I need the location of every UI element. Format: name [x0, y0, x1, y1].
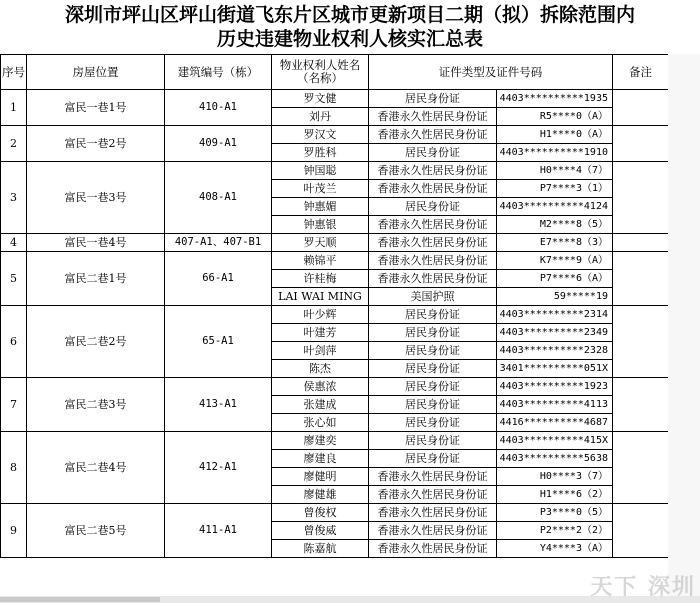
cell-note [613, 432, 669, 504]
cell-owner-name: 陈嘉航 [272, 540, 369, 558]
cell-id-number: H1****0（A） [497, 126, 613, 144]
cell-id-number: K7****9（A） [497, 252, 613, 270]
cell-location: 富民二巷4号 [27, 432, 165, 504]
table-header-row [1, 55, 669, 90]
cell-id-type: 居民身份证 [369, 198, 497, 216]
cell-building: 410-A1 [165, 90, 272, 126]
cell-id-type: 居民身份证 [369, 396, 497, 414]
header-note: 备注 [613, 55, 669, 90]
cell-building: 407-A1、407-B1 [165, 234, 272, 252]
document-title-line-1: 深圳市坪山区坪山街道飞东片区城市更新项目二期（拟）拆除范围内 [64, 4, 635, 26]
cell-id-type: 香港永久性居民身份证 [369, 468, 497, 486]
cell-id-number: E7****8（3） [497, 234, 613, 252]
table-row [1, 162, 669, 180]
cell-id-type: 居民身份证 [369, 414, 497, 432]
cell-id-type: 香港永久性居民身份证 [369, 486, 497, 504]
cell-owner-name: 叶茂兰 [272, 180, 369, 198]
cell-id-number: 4403**********415X [497, 432, 613, 450]
cell-location: 富民一巷4号 [27, 234, 165, 252]
cell-seq: 5 [1, 252, 27, 306]
table-row [1, 504, 669, 522]
document-title-line-2: 历史违建物业权利人核实汇总表 [216, 28, 483, 50]
cell-id-number: 4403**********1935 [497, 90, 613, 108]
cell-owner-name: 张建成 [272, 396, 369, 414]
cell-id-number: 59*****19 [497, 288, 613, 306]
cell-id-type: 香港永久性居民身份证 [369, 180, 497, 198]
cell-owner-name: LAI WAI MING [272, 288, 369, 306]
table-row [1, 378, 669, 396]
cell-owner-name: 曾俊权 [272, 504, 369, 522]
cell-building: 412-A1 [165, 432, 272, 504]
cell-id-type: 香港永久性居民身份证 [369, 270, 497, 288]
cell-id-type: 居民身份证 [369, 144, 497, 162]
table-row [1, 126, 669, 144]
cell-id-number: 4416**********4687 [497, 414, 613, 432]
cell-owner-name: 张心如 [272, 414, 369, 432]
table-row [1, 432, 669, 450]
cell-id-type: 居民身份证 [369, 342, 497, 360]
cell-location: 富民二巷1号 [27, 252, 165, 306]
cell-location: 富民一巷1号 [27, 90, 165, 126]
cell-id-number: P3****0（5） [497, 504, 613, 522]
cell-id-type: 香港永久性居民身份证 [369, 108, 497, 126]
cell-id-number: H0****3（7） [497, 468, 613, 486]
cell-id-type: 居民身份证 [369, 90, 497, 108]
cell-id-number: 3401**********051X [497, 360, 613, 378]
cell-location: 富民一巷2号 [27, 126, 165, 162]
cell-seq: 7 [1, 378, 27, 432]
cell-id-number: 4403**********2328 [497, 342, 613, 360]
cell-id-type: 居民身份证 [369, 324, 497, 342]
cell-id-number: P7****6（A） [497, 270, 613, 288]
cell-seq: 2 [1, 126, 27, 162]
cell-id-type: 香港永久性居民身份证 [369, 252, 497, 270]
cell-id-number: Y4****3（A） [497, 540, 613, 558]
cell-location: 富民二巷3号 [27, 378, 165, 432]
cell-building: 413-A1 [165, 378, 272, 432]
cell-owner-name: 廖建奕 [272, 432, 369, 450]
cell-note [613, 90, 669, 126]
watermark-logo: 天下 深圳 [590, 575, 696, 600]
cell-owner-name: 廖健明 [272, 468, 369, 486]
cell-note [613, 162, 669, 234]
cell-seq: 9 [1, 504, 27, 558]
cell-id-number: 4403**********4124 [497, 198, 613, 216]
cell-building: 66-A1 [165, 252, 272, 306]
table-row [1, 306, 669, 324]
cell-id-type: 居民身份证 [369, 432, 497, 450]
cell-owner-name: 叶少辉 [272, 306, 369, 324]
cell-id-number: 4403**********1923 [497, 378, 613, 396]
header-location: 房屋位置 [27, 55, 165, 90]
cell-id-type: 居民身份证 [369, 378, 497, 396]
cell-owner-name: 廖建良 [272, 450, 369, 468]
cell-id-number: 4403**********4113 [497, 396, 613, 414]
cell-owner-name: 罗胜科 [272, 144, 369, 162]
cell-id-number: P7****3（1） [497, 180, 613, 198]
cell-owner-name: 钟国聪 [272, 162, 369, 180]
cell-owner-name: 钟惠媚 [272, 198, 369, 216]
table-row [1, 252, 669, 270]
cell-seq: 4 [1, 234, 27, 252]
cell-seq: 1 [1, 90, 27, 126]
header-building: 建筑编号（栋） [165, 55, 272, 90]
cell-id-number: 4403**********2314 [497, 306, 613, 324]
cell-id-number: 4403**********2349 [497, 324, 613, 342]
cell-note [613, 306, 669, 378]
cell-owner-name: 许桂梅 [272, 270, 369, 288]
cell-id-number: R5****0（A） [497, 108, 613, 126]
cell-id-type: 香港永久性居民身份证 [369, 540, 497, 558]
cell-id-type: 香港永久性居民身份证 [369, 216, 497, 234]
cell-owner-name: 罗汉文 [272, 126, 369, 144]
cell-building: 411-A1 [165, 504, 272, 558]
cell-location: 富民二巷2号 [27, 306, 165, 378]
cell-note [613, 378, 669, 432]
cell-building: 408-A1 [165, 162, 272, 234]
cell-id-number: M2****8（5） [497, 216, 613, 234]
header-id: 证件类型及证件号码 [369, 55, 613, 90]
cell-note [613, 126, 669, 162]
cell-id-number: H0****4（7） [497, 162, 613, 180]
scrollbar-thumb[interactable] [0, 597, 160, 602]
cell-id-number: 4403**********5638 [497, 450, 613, 468]
cell-owner-name: 赖锦平 [272, 252, 369, 270]
cell-owner-name: 陈杰 [272, 360, 369, 378]
cell-note [613, 234, 669, 252]
table-row [1, 234, 669, 252]
owner-verification-table [0, 54, 669, 558]
cell-owner-name: 廖健雄 [272, 486, 369, 504]
header-owner: 物业权利人姓名（名称） [272, 55, 369, 90]
cell-id-type: 居民身份证 [369, 306, 497, 324]
table-row [1, 90, 669, 108]
cell-seq: 3 [1, 162, 27, 234]
cell-id-type: 香港永久性居民身份证 [369, 126, 497, 144]
cell-owner-name: 罗文健 [272, 90, 369, 108]
cell-id-type: 香港永久性居民身份证 [369, 504, 497, 522]
cell-id-number: H1****6（2） [497, 486, 613, 504]
cell-seq: 8 [1, 432, 27, 504]
cell-building: 409-A1 [165, 126, 272, 162]
cell-id-type: 香港永久性居民身份证 [369, 162, 497, 180]
cell-owner-name: 罗天顺 [272, 234, 369, 252]
cell-owner-name: 叶建芳 [272, 324, 369, 342]
cell-building: 65-A1 [165, 306, 272, 378]
cell-owner-name: 刘丹 [272, 108, 369, 126]
window-edge-strip [668, 54, 700, 603]
cell-id-type: 居民身份证 [369, 450, 497, 468]
cell-id-type: 香港永久性居民身份证 [369, 522, 497, 540]
cell-owner-name: 曾俊威 [272, 522, 369, 540]
cell-id-type: 香港永久性居民身份证 [369, 234, 497, 252]
cell-seq: 6 [1, 306, 27, 378]
cell-owner-name: 钟惠银 [272, 216, 369, 234]
cell-id-type: 美国护照 [369, 288, 497, 306]
cell-owner-name: 侯惠浓 [272, 378, 369, 396]
cell-location: 富民二巷5号 [27, 504, 165, 558]
cell-location: 富民一巷3号 [27, 162, 165, 234]
header-seq: 序号 [1, 55, 27, 90]
cell-id-type: 居民身份证 [369, 360, 497, 378]
cell-id-number: 4403**********1910 [497, 144, 613, 162]
cell-id-number: P2****2（2） [497, 522, 613, 540]
cell-owner-name: 叶剑萍 [272, 342, 369, 360]
cell-note [613, 252, 669, 306]
cell-note [613, 504, 669, 558]
